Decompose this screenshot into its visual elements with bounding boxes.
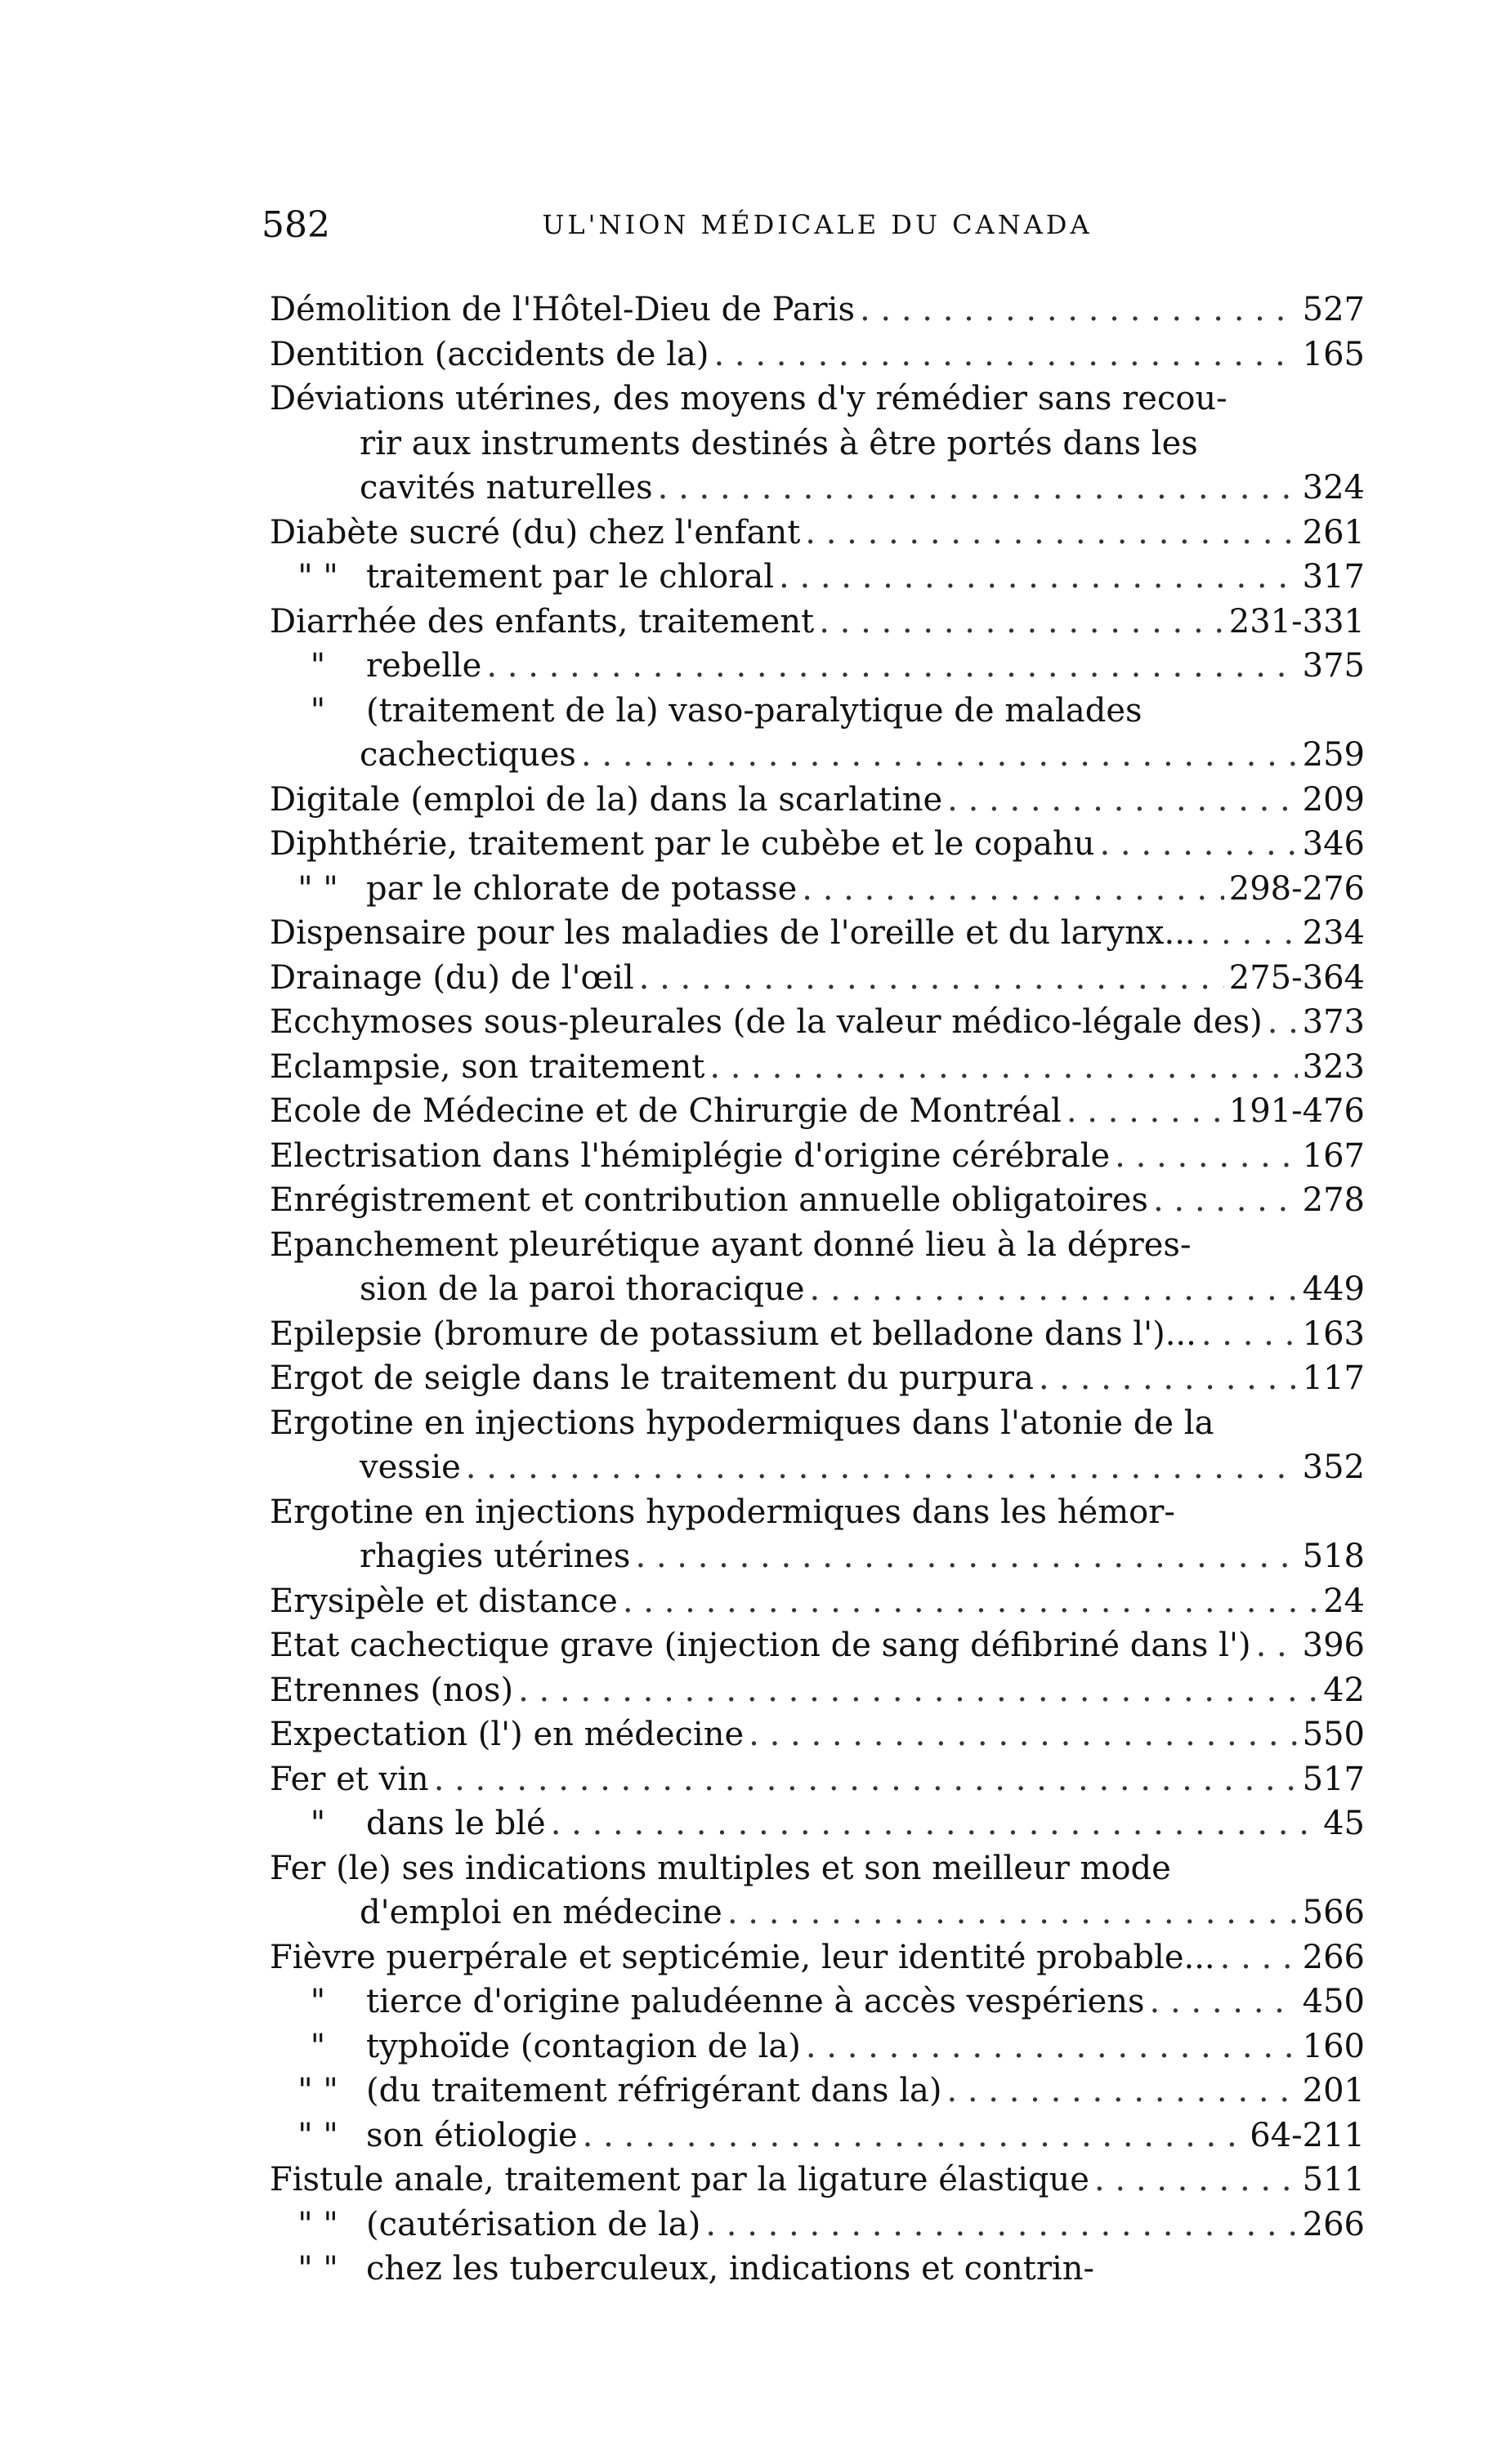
entry-text [270,1579,623,1624]
entry-text [270,1089,1067,1134]
entry-label: Ecole de Médecine et de Chirurgie de Montréal [270,1092,1062,1130]
entry-label: cachectiques [360,736,576,774]
dot-leader [635,1534,1297,1579]
ditto-mark: " " [297,2205,338,2243]
dot-leader [1201,911,1298,956]
index-entry [270,1267,1365,1312]
index-entry [270,1223,1365,1268]
entry-text [360,1267,810,1312]
entry-label: Drainage (du) de l'œil [270,958,634,997]
dot-leader [819,600,1224,645]
entry-text [360,733,581,778]
index-entry [270,644,1365,689]
index-entry [270,1980,1365,2024]
entry-label: Ergotine en injections hypodermiques dans l'atonie de la [270,1404,1214,1442]
entry-text [270,1401,1219,1446]
entry-page-number: 64-211 [1250,2116,1365,2154]
dot-leader [805,511,1297,556]
ditto-mark: " " [297,558,338,596]
entry-text [270,1980,1150,2024]
dot-leader [1256,1623,1298,1668]
entry-text [270,333,713,377]
dot-leader [1115,1134,1297,1179]
entry-text [270,867,802,912]
index-entry [270,333,1365,377]
index-entry [270,2247,1365,2292]
dot-leader [1150,1980,1298,2024]
entry-text [270,1801,551,1846]
entry-label: Démolition de l'Hôtel-Dieu de Paris [270,291,855,328]
entry-page-number: 566 [1302,1894,1365,1931]
index-entry [270,466,1365,511]
running-title: UL'NION MÉDICALE DU CANADA [542,209,1093,240]
index-entry [270,1534,1365,1579]
entry-text [270,1935,1220,1980]
entry-label: Eclampsie, son traitement [270,1047,705,1086]
index-entry [270,867,1365,912]
entry-label: Déviations utérines, des moyens d'y rémédier sans recou- [270,380,1228,417]
index-entry [270,1178,1365,1223]
entry-page-number: 298-276 [1228,869,1365,908]
entry-label: (cautérisation de la) [366,2205,701,2243]
entry-label: tierce d'origine paludéenne à accès vespériens [366,1983,1145,2020]
entry-label: Fer (le) ses indications multiples et son meilleur mode [270,1849,1171,1887]
entry-page-number: 449 [1302,1270,1365,1308]
entry-page-number: 324 [1302,469,1365,507]
entry-label: Ecchymoses sous-pleurales (de la valeur médico-légale des) [270,1003,1263,1041]
entry-page-number: 511 [1302,2161,1365,2198]
entry-text [270,644,486,689]
dot-leader [639,956,1224,1001]
ditto-mark: " [310,1805,326,1842]
index-list [270,288,1365,2292]
entry-page-number: 163 [1302,1315,1365,1353]
entry-text [270,2203,705,2248]
entry-label: cavités naturelles [360,469,653,507]
entry-text [270,2024,806,2069]
entry-label: Expectation (l') en médecine [270,1716,745,1753]
entry-label: rebelle [366,647,482,685]
index-entry [270,511,1365,556]
index-entry [270,1623,1365,1668]
entry-label: son étiologie [366,2116,578,2154]
entry-text [270,1846,1176,1891]
ditto-mark: " " [297,2072,338,2109]
index-entry [270,377,1365,422]
entry-label: Fer et vin [270,1760,429,1798]
entry-text [270,1712,749,1757]
entry-page-number: 259 [1302,736,1365,774]
index-entry [270,911,1365,956]
entry-label: Diarrhée des enfants, traitement [270,602,815,641]
entry-label: Diabète sucré (du) chez l'enfant [270,513,801,551]
dot-leader [810,1267,1298,1312]
entry-text [270,1134,1115,1179]
entry-page-number: 24 [1323,1582,1365,1620]
index-entry [270,1668,1365,1713]
entry-text [270,555,779,600]
ditto-mark: " [310,1983,326,2020]
entry-label: Ergotine en injections hypodermiques dans les hémor- [270,1493,1175,1531]
entry-label: Epilepsie (bromure de potassium et belladone dans l')... [270,1315,1196,1353]
entry-label: chez les tuberculeux, indications et contrin- [366,2250,1095,2288]
page-number: 582 [262,204,330,246]
entry-page-number: 117 [1302,1359,1365,1397]
dot-leader [947,778,1297,823]
index-entry [270,1801,1365,1846]
index-entry [270,1401,1365,1446]
entry-page-number: 45 [1323,1805,1365,1842]
index-entry [270,600,1365,645]
dot-leader [466,1445,1298,1490]
index-entry [270,1757,1365,1802]
dot-leader [434,1757,1298,1802]
index-entry [270,778,1365,823]
dot-leader [1094,2158,1298,2203]
entry-label: Enrégistrement et contribution annuelle obligatoires [270,1181,1148,1219]
index-entry [270,1312,1365,1357]
entry-text [270,1178,1153,1223]
entry-page-number: 160 [1302,2027,1365,2065]
index-entry [270,1089,1365,1134]
ditto-mark: " " [297,2116,338,2154]
entry-label: Epanchement pleurétique ayant donné lieu à la dépres- [270,1225,1192,1264]
entry-text [360,1534,635,1579]
entry-label: (traitement de la) vaso-paralytique de malades [366,691,1143,730]
entry-page-number: 266 [1302,1938,1365,1976]
entry-page-number: 518 [1302,1538,1365,1575]
dot-leader [551,1801,1318,1846]
entry-page-number: 42 [1323,1671,1365,1709]
entry-label: Electrisation dans l'hémiplégie d'origine cérébrale [270,1136,1111,1175]
entry-page-number: 375 [1302,647,1365,685]
entry-text [360,422,1203,466]
entry-page-number: 234 [1302,914,1365,952]
index-entry [270,2114,1365,2158]
dot-leader [802,867,1224,912]
entry-text [270,1668,518,1713]
entry-page-number: 317 [1302,558,1365,596]
dot-leader [1100,822,1298,867]
entry-page-number: 201 [1302,2072,1365,2109]
entry-label: Dispensaire pour les maladies de l'oreille et du larynx... [270,914,1196,952]
index-entry [270,1935,1365,1980]
page-header [262,204,1373,253]
dot-leader [779,555,1298,600]
index-entry [270,2069,1365,2114]
entry-page-number: 352 [1302,1448,1365,1486]
index-entry [270,2024,1365,2069]
entry-label: sion de la paroi thoracique [360,1270,805,1308]
entry-label: Etrennes (nos) [270,1671,514,1709]
index-entry [270,2158,1365,2203]
entry-text [270,600,819,645]
entry-text [270,911,1201,956]
index-entry [270,689,1365,734]
entry-text [270,2247,1099,2292]
entry-text [270,511,805,556]
ditto-mark: " " [297,2250,338,2288]
entry-text [270,689,1147,734]
entry-text [270,1000,1268,1045]
entry-text [270,1757,434,1802]
entry-page-number: 450 [1302,1983,1365,2020]
entry-label: d'emploi en médecine [360,1894,722,1931]
index-entry [270,1579,1365,1624]
entry-label: par le chlorate de potasse [366,869,798,908]
index-entry [270,2203,1365,2248]
entry-label: typhoïde (contagion de la) [366,2027,801,2065]
entry-label: Ergot de seigle dans le traitement du purpura [270,1359,1034,1397]
dot-leader [1153,1178,1298,1223]
index-entry [270,1045,1365,1090]
entry-text [270,1623,1256,1668]
dot-leader [709,1045,1297,1090]
entry-page-number: 278 [1302,1181,1365,1219]
dot-leader [1268,1000,1298,1045]
index-entry [270,1846,1365,1891]
entry-page-number: 261 [1302,513,1365,551]
ditto-mark: " [310,2027,326,2065]
dot-leader [1220,1935,1298,1980]
ditto-mark: " [310,691,326,730]
index-entry [270,1356,1365,1401]
entry-label: Etat cachectique grave (injection de sang défibriné dans l') [270,1627,1251,1664]
dot-leader [623,1579,1318,1624]
dot-leader [749,1712,1297,1757]
entry-page-number: 373 [1302,1003,1365,1041]
entry-text [270,2158,1094,2203]
entry-text [270,956,639,1001]
ditto-mark: " " [297,869,338,908]
entry-page-number: 275-364 [1228,958,1365,997]
entry-text [270,822,1100,867]
entry-label: dans le blé [366,1805,546,1842]
dot-leader [581,733,1298,778]
entry-text [270,778,947,823]
dot-leader [583,2114,1245,2158]
entry-label: traitement par le chloral [366,558,775,596]
entry-page-number: 209 [1302,780,1365,819]
entry-label: rir aux instruments destinés à être portés dans les [360,424,1198,462]
entry-text [270,2114,583,2158]
index-entry [270,1712,1365,1757]
entry-label: rhagies utérines [360,1538,631,1575]
entry-text [360,1445,466,1490]
index-entry [270,1490,1365,1535]
entry-text [270,288,860,333]
entry-text [270,1312,1201,1357]
entry-page-number: 550 [1302,1716,1365,1753]
dot-leader [486,644,1297,689]
entry-label: (du traitement réfrigérant dans la) [366,2072,942,2109]
entry-label: vessie [360,1448,461,1486]
entry-page-number: 165 [1302,335,1365,373]
entry-text [270,1490,1180,1535]
entry-text [270,1356,1039,1401]
index-entry [270,422,1365,466]
entry-text [360,1890,727,1935]
dot-leader [946,2069,1297,2114]
index-entry [270,1134,1365,1179]
dot-leader [658,466,1298,511]
dot-leader [1039,1356,1298,1401]
index-entry [270,1445,1365,1490]
dot-leader [705,2203,1297,2248]
entry-text [270,1045,709,1090]
entry-label: Fièvre puerpérale et septicémie, leur identité probable... [270,1938,1215,1976]
index-entry [270,822,1365,867]
entry-text [270,377,1232,422]
entry-page-number: 191-476 [1228,1092,1365,1130]
entry-page-number: 517 [1302,1760,1365,1798]
index-entry [270,1000,1365,1045]
dot-leader [727,1890,1298,1935]
dot-leader [860,288,1298,333]
ditto-mark: " [310,647,326,685]
entry-text [270,2069,946,2114]
entry-label: Fistule anale, traitement par la ligature élastique [270,2161,1089,2198]
dot-leader [1201,1312,1298,1357]
dot-leader [1067,1089,1224,1134]
index-entry [270,956,1365,1001]
dot-leader [518,1668,1318,1713]
entry-text [270,1223,1196,1268]
entry-page-number: 346 [1302,825,1365,863]
entry-page-number: 231-331 [1228,602,1365,641]
index-entry [270,555,1365,600]
dot-leader [713,333,1297,377]
entry-label: Diphthérie, traitement par le cubèbe et le copahu [270,825,1095,863]
entry-text [360,466,658,511]
entry-page-number: 527 [1302,291,1365,328]
entry-page-number: 266 [1302,2205,1365,2243]
entry-label: Dentition (accidents de la) [270,335,709,373]
index-entry [270,733,1365,778]
entry-page-number: 396 [1302,1627,1365,1664]
entry-label: Erysipèle et distance [270,1582,618,1620]
entry-page-number: 167 [1302,1136,1365,1175]
entry-page-number: 323 [1302,1047,1365,1086]
index-entry [270,288,1365,333]
entry-label: Digitale (emploi de la) dans la scarlatine [270,780,943,819]
index-entry [270,1890,1365,1935]
dot-leader [806,2024,1298,2069]
